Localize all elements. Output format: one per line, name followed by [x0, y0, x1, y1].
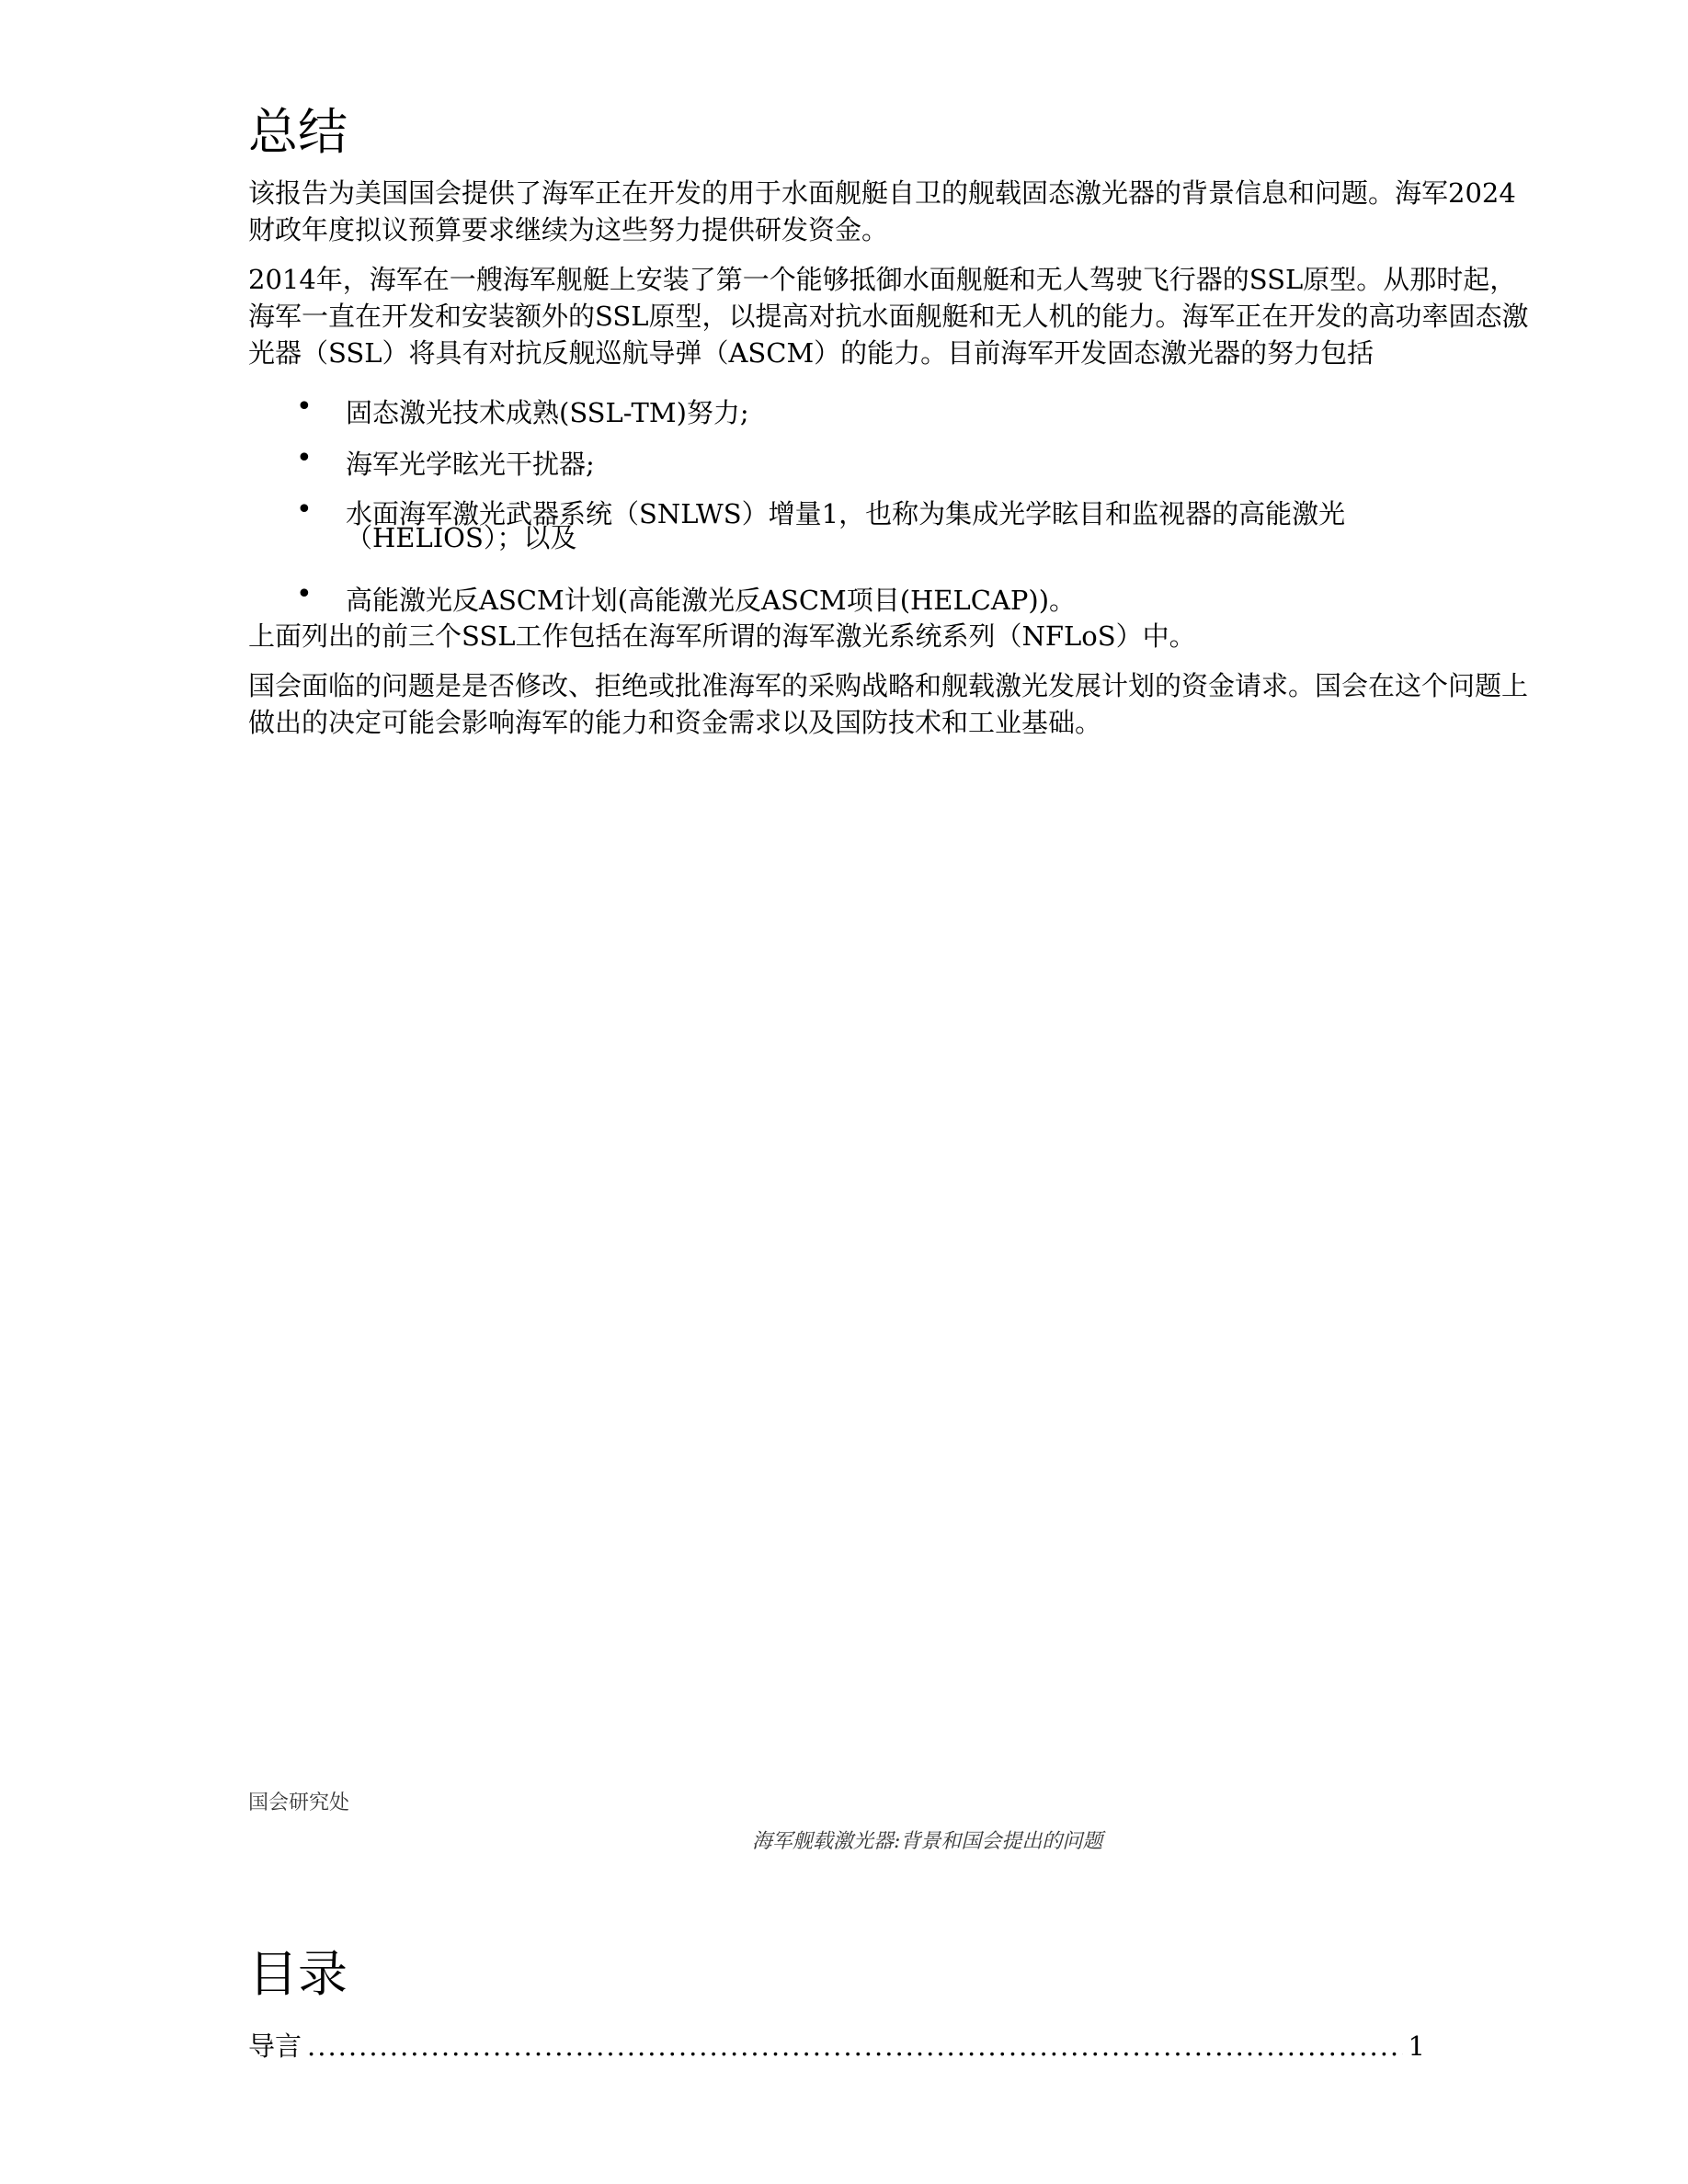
summary-paragraph: 该报告为美国国会提供了海军正在开发的用于水面舰艇自卫的舰载固态激光器的背景信息和问题。海军2024财政年度拟议预算要求继续为这些努力提供研发资金。: [248, 177, 1516, 245]
bullet-icon: •: [296, 391, 313, 423]
table-of-contents: [248, 1941, 1425, 2065]
list-item: [248, 578, 1535, 616]
list-item: [248, 494, 1535, 553]
footer-organization: 国会研究处: [248, 1792, 350, 1814]
bullet-icon: •: [296, 578, 313, 610]
summary-paragraph: 2014年，海军在一艘海军舰艇上安装了第一个能够抵御水面舰艇和无人驾驶飞行器的SSL原型。从那时起，海军一直在开发和安装额外的SSL原型，以提高对抗水面舰艇和无人机的能力。海军正在开发的高功率固态激光器（SSL）将具有对抗反舰巡航导弹（ASCM）的能力。目前海军开发固态激光器的努力包括: [248, 264, 1529, 369]
toc-entry-label: 导言: [248, 2030, 302, 2062]
toc-heading: 目录: [248, 1945, 348, 2003]
effort-list: [248, 391, 1535, 616]
summary-heading: 总结: [248, 103, 348, 161]
bullet-icon: •: [296, 494, 313, 526]
list-item: [248, 391, 1535, 428]
summary-paragraph: 上面列出的前三个SSL工作包括在海军所谓的海军激光系统系列（NFLoS）中。: [248, 620, 1196, 652]
summary-paragraph: 国会面临的问题是是否修改、拒绝或批准海军的采购战略和舰载激光发展计划的资金请求。国会在这个问题上做出的决定可能会影响海军的能力和资金需求以及国防技术和工业基础。: [248, 670, 1529, 738]
list-item-text: 海军光学眩光干扰器;: [346, 449, 595, 480]
toc-entry[interactable]: [248, 2028, 1425, 2065]
list-item: [248, 442, 1535, 480]
footer-report-title: 海军舰载激光器:背景和国会提出的问题: [752, 1830, 1103, 1853]
list-item-text: 固态激光技术成熟(SSL-TM)努力;: [346, 397, 749, 428]
toc-entry-page: 1: [1408, 2030, 1425, 2062]
toc-dot-leader: [307, 2028, 1403, 2065]
summary-section: [248, 99, 1535, 754]
list-item-text: 水面海军激光武器系统（SNLWS）增量1，也称为集成光学眩目和监视器的高能激光（HELIOS）；以及: [346, 498, 1346, 553]
list-item-text: 高能激光反ASCM计划(高能激光反ASCM项目(HELCAP))。: [346, 585, 1077, 616]
bullet-icon: •: [296, 442, 313, 474]
